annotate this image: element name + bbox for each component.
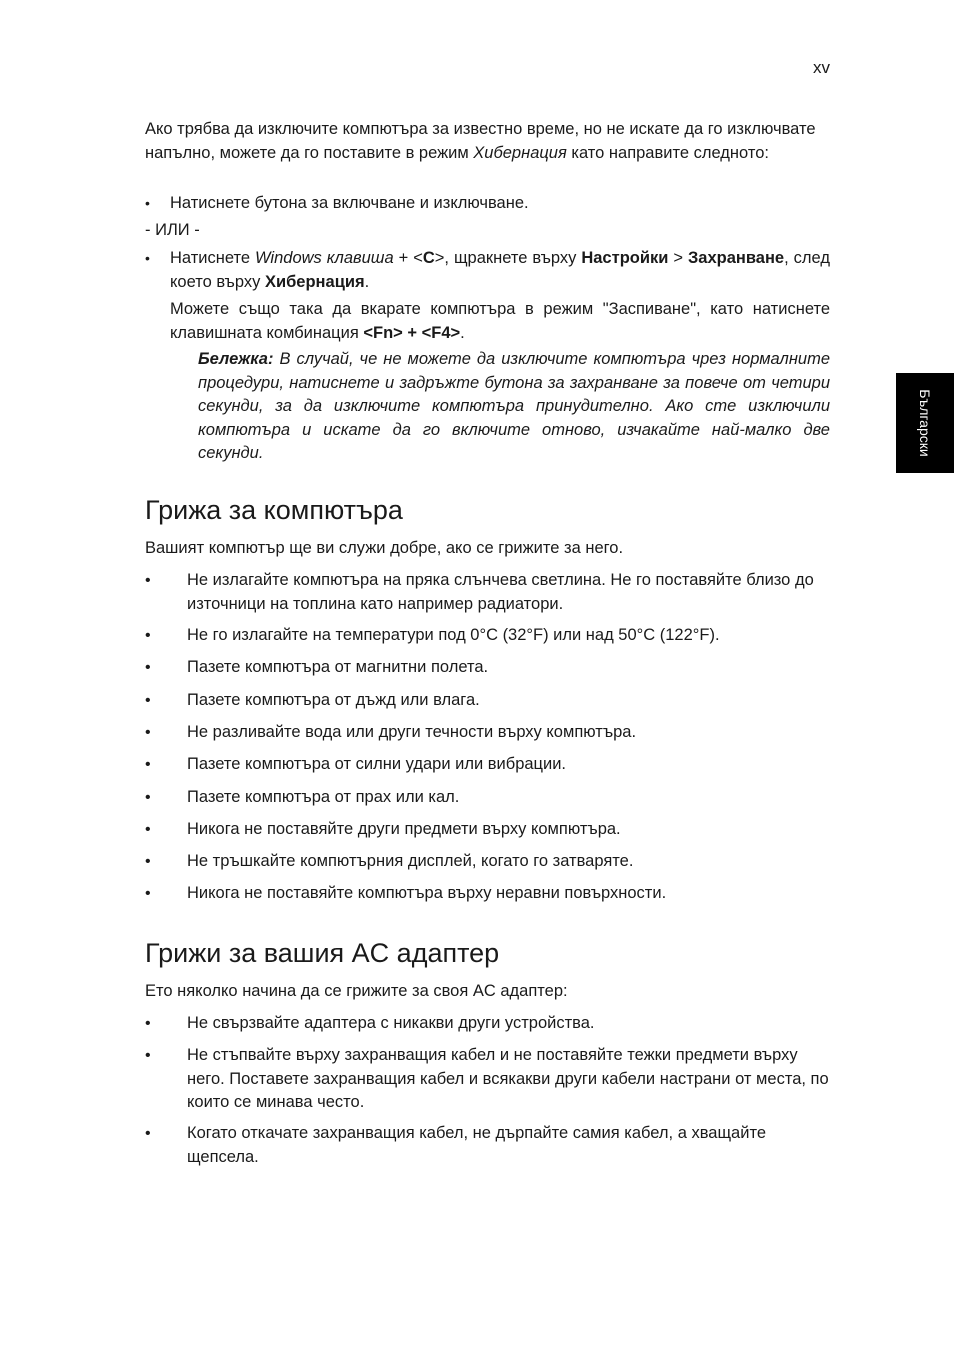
list-item <box>145 882 830 906</box>
list-item-text: Пазете компютъра от дъжд или влага. <box>187 691 480 709</box>
list-item <box>145 1122 830 1169</box>
bullet-marker: • <box>145 1047 151 1064</box>
list-item <box>145 656 830 680</box>
note-label: Бележка: <box>198 350 274 368</box>
bullet-marker: • <box>145 659 151 676</box>
page-number: xv <box>813 58 830 77</box>
list-item <box>145 689 830 713</box>
hibernate-term: Хибернация <box>473 143 567 162</box>
list-item-text: Не тръшкайте компютърния дисплей, когато го затваряте. <box>187 852 634 870</box>
sleep-text: Можете също така да вкарате компютъра в режим "Заспиване", като натиснете клавишната комбинация <box>170 300 830 342</box>
key-c: C <box>422 249 435 267</box>
bullet-marker: • <box>145 885 151 902</box>
list-item-text: Пазете компютъра от прах или кал. <box>187 788 460 806</box>
sleep-paragraph <box>170 298 830 345</box>
list-item-text: Пазете компютъра от силни удари или вибрации. <box>187 755 567 773</box>
b2-part: Натиснете <box>170 249 255 267</box>
list-item <box>145 1012 830 1036</box>
list-item <box>145 569 830 616</box>
list-item <box>145 786 830 810</box>
list-item-text: Не го излагайте на температури под 0°C (32°F) или над 50°C (122°F). <box>187 626 720 644</box>
power-term: Захранване <box>687 249 785 267</box>
intro-paragraph <box>145 118 835 165</box>
sleep-key-combo: <Fn> + <F4> <box>363 323 461 342</box>
list-item-text: Не излагайте компютъра на пряка слънчева светлина. Не го поставяйте близо до източници на топлина като например радиатори. <box>187 571 814 613</box>
bullet-marker: • <box>145 1125 151 1142</box>
list-item <box>145 721 830 745</box>
or-separator: - ИЛИ - <box>145 221 200 239</box>
list-item <box>145 850 830 874</box>
bullet-marker: • <box>145 821 151 838</box>
list-item-text: Никога не поставяйте други предмети върху компютъра. <box>187 820 621 838</box>
bullet-marker: • <box>145 572 151 589</box>
bullet-marker: • <box>145 789 151 806</box>
section-2-lead: Ето няколко начина да се грижите за своя AC адаптер: <box>145 982 568 1000</box>
section-heading-computer-care: Грижа за компютъра <box>145 495 403 525</box>
intro-bullet-2 <box>145 247 830 294</box>
list-item-text: Пазете компютъра от магнитни полета. <box>187 658 489 676</box>
intro-text: Ако трябва да изключите компютъра за известно време, но не искате да го изключвате напълно, можете да го поставите в режим <box>145 120 816 162</box>
bullet-marker: • <box>145 756 151 773</box>
intro-bullet-2-text <box>170 247 830 294</box>
b2-part: > <box>668 249 688 267</box>
bullet-marker: • <box>145 692 151 709</box>
list-item-text: Никога не поставяйте компютъра върху неравни повърхности. <box>187 884 667 902</box>
b2-part: , след което върху <box>170 249 830 291</box>
language-side-tab <box>896 373 954 473</box>
section-1-lead: Вашият компютър ще ви служи добре, ако се грижите за него. <box>145 539 624 557</box>
note-paragraph <box>198 348 830 466</box>
list-item <box>145 818 830 842</box>
sleep-text-end: . <box>460 323 465 342</box>
bullet-marker: • <box>145 195 150 211</box>
bullet-marker: • <box>145 853 151 870</box>
section-heading-ac-adapter-care: Грижи за вашия AC адаптер <box>145 938 500 968</box>
note-text: В случай, че не можете да изключите компютъра чрез нормалните процедури, натиснете и задръжте бутона за захранване за повече от четири секунди, за да изключите компютъра принудително. Ако сте изключили компютъра и искате да го включите отново, изчакайте най-малко две секунди. <box>198 350 830 462</box>
list-item <box>145 753 830 777</box>
bullet-marker: • <box>145 724 151 741</box>
list-item-text: Когато откачате захранващия кабел, не дърпайте самия кабел, а хващайте щепсела. <box>187 1124 766 1166</box>
b2-part: >, щракнете върху <box>434 249 582 267</box>
b2-part: . <box>364 272 370 291</box>
windows-key-term: Windows клавиша <box>255 249 394 267</box>
bullet-marker: • <box>145 250 150 266</box>
list-item-text: Не стъпвайте върху захранващия кабел и не поставяйте тежки предмети върху него. Поставете захранващия кабел и всякакви други кабели настрани от места, по които се минава често. <box>187 1046 829 1111</box>
list-item <box>145 624 830 648</box>
intro-text-end: като направите следното: <box>566 143 769 162</box>
list-item-text: Не свързвайте адаптера с никакви други устройства. <box>187 1014 595 1032</box>
bullet-marker: • <box>145 1015 151 1032</box>
language-side-tab-label: Български <box>917 389 933 457</box>
bullet-marker: • <box>145 627 151 644</box>
intro-bullet-1-text: Натиснете бутона за включване и изключване. <box>170 194 529 212</box>
list-item-text: Не разливайте вода или други течности върху компютъра. <box>187 723 637 741</box>
hibernate-bold-term: Хибернация <box>264 272 365 291</box>
settings-term: Настройки <box>581 249 669 267</box>
b2-part: + < <box>393 249 423 267</box>
list-item <box>145 1044 830 1115</box>
